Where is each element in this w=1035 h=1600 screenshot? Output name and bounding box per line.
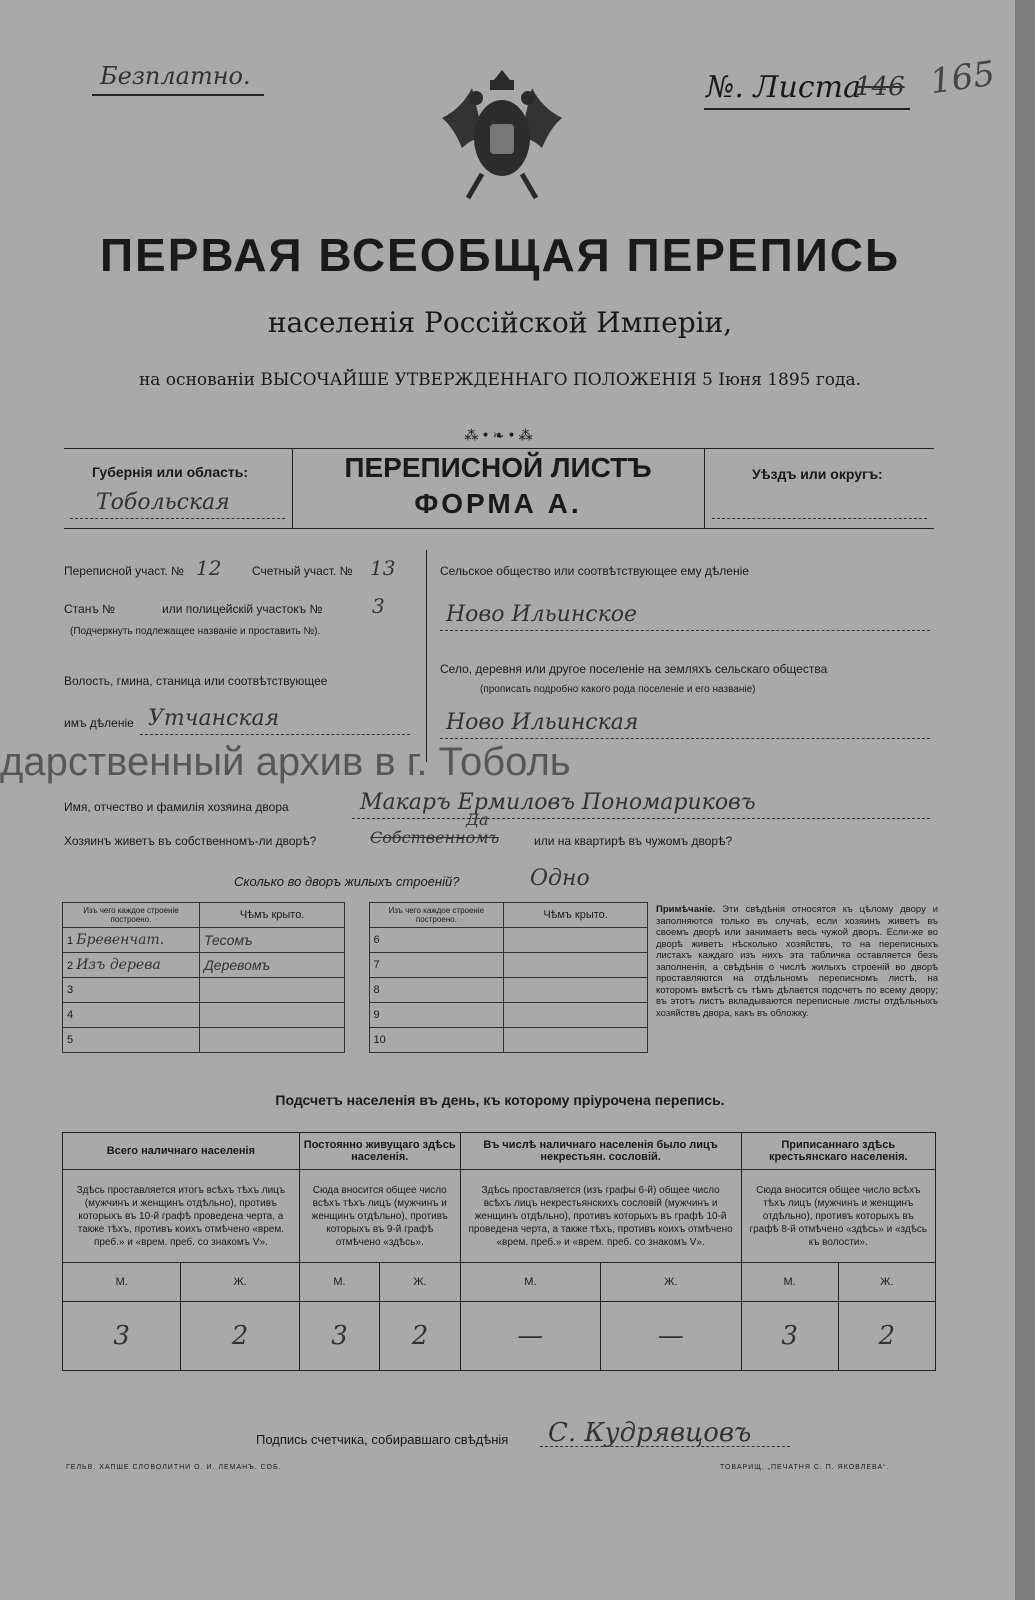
village-label: Село, деревня или другое поселеніе на земляхъ сельскаго общества — [440, 662, 828, 676]
table-row: 2 Изъ дерева Деревомъ 7 — [63, 953, 648, 978]
female-count: — — [601, 1302, 741, 1371]
free-label: Безплатно. — [100, 62, 251, 90]
lives-label-2: или на квартирѣ въ чужомъ дворѣ? — [534, 834, 733, 848]
col-material-header-2: Изъ чего каждое строеніе построено. — [369, 903, 504, 928]
col-roof-header: Чѣмъ крыто. — [199, 903, 344, 928]
form-divider-right — [704, 448, 705, 528]
volost-line — [140, 734, 410, 735]
owner-name-value: Макаръ Ермиловъ Пономариковъ — [360, 790, 756, 815]
village-line — [440, 738, 930, 739]
male-header: М. — [299, 1263, 380, 1302]
camp-note: (Подчеркнуть подлежащее названіе и проставить №). — [70, 626, 321, 637]
note-text: Эти свѣдѣнія относятся къ цѣлому двору и заполняются только въ случаѣ, если хозяинъ живетъ въ своемъ дворѣ или занимаетъ весь чужой дворъ. Если-же во дворѣ живетъ нѣсколько хозяйствъ, то на переписныхъ листахъ каждаго изъ нихъ эта табличка оставляется безъ заполненія, а свѣдѣнія о числѣ жилыхъ строеній во дворѣ проставляются на отдѣльномъ переписномъ листѣ, на которомъ вмѣстѣ съ тѣмъ дѣлается подсчетъ по всему двору; въ этотъ листъ вкладываются переписные листы отдѣльныхъ хозяйствъ двора, какъ въ обложку. — [656, 904, 938, 1019]
male-count: — — [460, 1302, 600, 1371]
row-number: 10 — [369, 1028, 504, 1053]
printer-right: ТОВАРИЩ. „ПЕЧАТНЯ С. П. ЯКОВЛЕВА“. — [720, 1464, 890, 1471]
male-header: М. — [741, 1263, 838, 1302]
group-description: Здѣсь проставляется (изъ графы 6-й) общее число всѣхъ лицъ некрестьянскихъ сословій (мужчинъ и женщинъ отдѣльно), противъ которыхъ въ графѣ 10-й проведена черта, а также тѣхъ, противъ коихъ отмѣчено «врем. преб.» и «врем. преб. со знакомъ V». — [460, 1170, 741, 1263]
material-value: Бревенчат. — [76, 932, 165, 948]
form-name: ФОРМА А. — [414, 488, 582, 519]
free-underline — [92, 94, 264, 96]
count-section-label: Счетный участ. № — [252, 564, 353, 578]
female-count: 2 — [838, 1302, 935, 1371]
province-value: Тобольская — [96, 490, 230, 515]
material-value: Изъ дерева — [76, 957, 161, 973]
volost-label: Волость, гмина, станица или соотвѣтствующее — [64, 674, 328, 688]
lives-label: Хозяинъ живетъ въ собственномъ-ли дворѣ? — [64, 834, 317, 848]
lives-value: Собственномъ — [370, 828, 500, 847]
buildings-count-value: Одно — [530, 866, 590, 891]
col-material-header: Изъ чего каждое строеніе построено. — [63, 903, 200, 928]
female-count: 2 — [380, 1302, 461, 1371]
camp-label: Станъ № — [64, 602, 116, 616]
row-number: 7 — [369, 953, 504, 978]
form-title: ПЕРЕПИСНОЙ ЛИСТЪ — [344, 452, 652, 483]
buildings-note — [656, 904, 938, 1019]
female-header: Ж. — [181, 1263, 299, 1302]
census-section-value: 12 — [196, 556, 222, 580]
group-header: Приписаннаго здѣсь крестьянскаго населенія. — [741, 1133, 936, 1170]
form-top-rule — [64, 448, 934, 449]
printer-left: ГЕЛЬВ. ХАПШЕ СЛОВОЛИТНИ О. И. ЛЕМАНЪ. СОБ. — [66, 1464, 282, 1471]
table-row — [63, 978, 648, 1003]
signature-line — [540, 1446, 790, 1447]
society-label: Сельское общество или соотвѣтствующее ему дѣленіе — [440, 564, 749, 578]
main-title: ПЕРВАЯ ВСЕОБЩАЯ ПЕРЕПИСЬ — [99, 229, 901, 281]
province-label: Губернія или область: — [92, 464, 249, 480]
village-note: (прописать подробно какого рода поселеніе и его названіе) — [480, 684, 756, 695]
subtitle: населенія Россійской Имперіи, — [267, 306, 733, 339]
ornament-divider: ⁂•❧•⁂ — [464, 428, 536, 444]
district-line — [712, 518, 927, 519]
signature-label: Подпись счетчика, собиравшаго свѣдѣнія — [256, 1432, 509, 1447]
form-bottom-rule — [64, 528, 934, 529]
table-row: 1 Бревенчат. Тесомъ 6 — [63, 928, 648, 953]
province-line — [70, 518, 285, 519]
table-row — [63, 1003, 648, 1028]
fields-divider — [426, 550, 427, 762]
row-number: 4 — [63, 1003, 200, 1028]
row-number: 9 — [369, 1003, 504, 1028]
male-count: 3 — [299, 1302, 380, 1371]
police-value: 3 — [372, 594, 385, 618]
village-value: Ново Ильинская — [446, 710, 639, 735]
female-header: Ж. — [838, 1263, 935, 1302]
row-number: 5 — [63, 1028, 200, 1053]
archive-number: 165 — [927, 53, 998, 103]
group-description: Сюда вносится общее число всѣхъ тѣхъ лицъ (мужчинъ и женщинъ отдѣльно), противъ которыхъ въ графѣ 8-й отмѣчено «здѣсь» и «здѣсь къ волости». — [741, 1170, 936, 1263]
col-roof-header-2: Чѣмъ крыто. — [504, 903, 648, 928]
roof-value: Тесомъ — [199, 928, 344, 953]
sheet-number-value: 146 — [855, 72, 905, 102]
row-number: 3 — [63, 978, 200, 1003]
population-table — [62, 1132, 936, 1371]
female-count: 2 — [181, 1302, 299, 1371]
group-header: Всего наличнаго населенія — [63, 1133, 300, 1170]
imperial-eagle-icon — [432, 58, 572, 208]
police-label: или полицейскій участокъ № — [162, 602, 323, 616]
male-count: 3 — [63, 1302, 181, 1371]
group-description: Сюда вносится общее число всѣхъ тѣхъ лицъ (мужчинъ и женщинъ отдѣльно), противъ которыхъ въ 9-й графѣ отмѣчено «здѣсь». — [299, 1170, 460, 1263]
signature-value: С. Кудрявцовъ — [548, 1418, 752, 1448]
group-description: Здѣсь проставляется итогъ всѣхъ тѣхъ лицъ (мужчинъ и женщинъ отдѣльно), противъ которыхъ въ 10-й графѣ проведена черта, а также тѣхъ, противъ коихъ отмѣчено «врем. преб.» и «врем. преб. со знакомъ V». — [63, 1170, 300, 1263]
population-title: Подсчетъ населенія въ день, къ которому пріурочена перепись. — [275, 1092, 725, 1108]
society-value: Ново Ильинское — [446, 602, 638, 627]
sheet-number-label: №. Листа — [706, 70, 861, 105]
buildings-table — [62, 902, 648, 1053]
basis-line: на основаніи ВЫСОЧАЙШЕ УТВЕРЖДЕННАГО ПОЛОЖЕНІЯ 5 Іюня 1895 года. — [138, 370, 862, 390]
female-header: Ж. — [601, 1263, 741, 1302]
female-header: Ж. — [380, 1263, 461, 1302]
census-section-label: Переписной участ. № — [64, 564, 184, 578]
count-section-value: 13 — [370, 556, 396, 580]
buildings-count-label: Сколько во дворъ жилыхъ строеній? — [234, 874, 460, 889]
male-count: 3 — [741, 1302, 838, 1371]
archive-watermark: дарственный архив в г. Тоболь — [0, 740, 571, 784]
owner-name-label: Имя, отчество и фамилія хозяина двора — [64, 800, 289, 814]
owner-name-line — [352, 818, 930, 819]
male-header: М. — [460, 1263, 600, 1302]
roof-value: Деревомъ — [199, 953, 344, 978]
group-header: Въ числѣ наличнаго населенія было лицъ некрестьян. сословій. — [460, 1133, 741, 1170]
volost-value: Утчанская — [148, 706, 280, 731]
lives-note: Да — [466, 810, 489, 829]
volost-label-2: имъ дѣленіе — [64, 716, 134, 730]
district-label: Уѣздъ или округъ: — [752, 466, 883, 482]
page-edge — [1015, 0, 1035, 1600]
group-header: Постоянно живущаго здѣсь населенія. — [299, 1133, 460, 1170]
row-number: 8 — [369, 978, 504, 1003]
note-heading: Примѣчаніе. — [656, 904, 716, 915]
society-line — [440, 630, 930, 631]
row-number: 6 — [369, 928, 504, 953]
sheet-underline — [704, 108, 910, 110]
male-header: М. — [63, 1263, 181, 1302]
table-row — [63, 1028, 648, 1053]
